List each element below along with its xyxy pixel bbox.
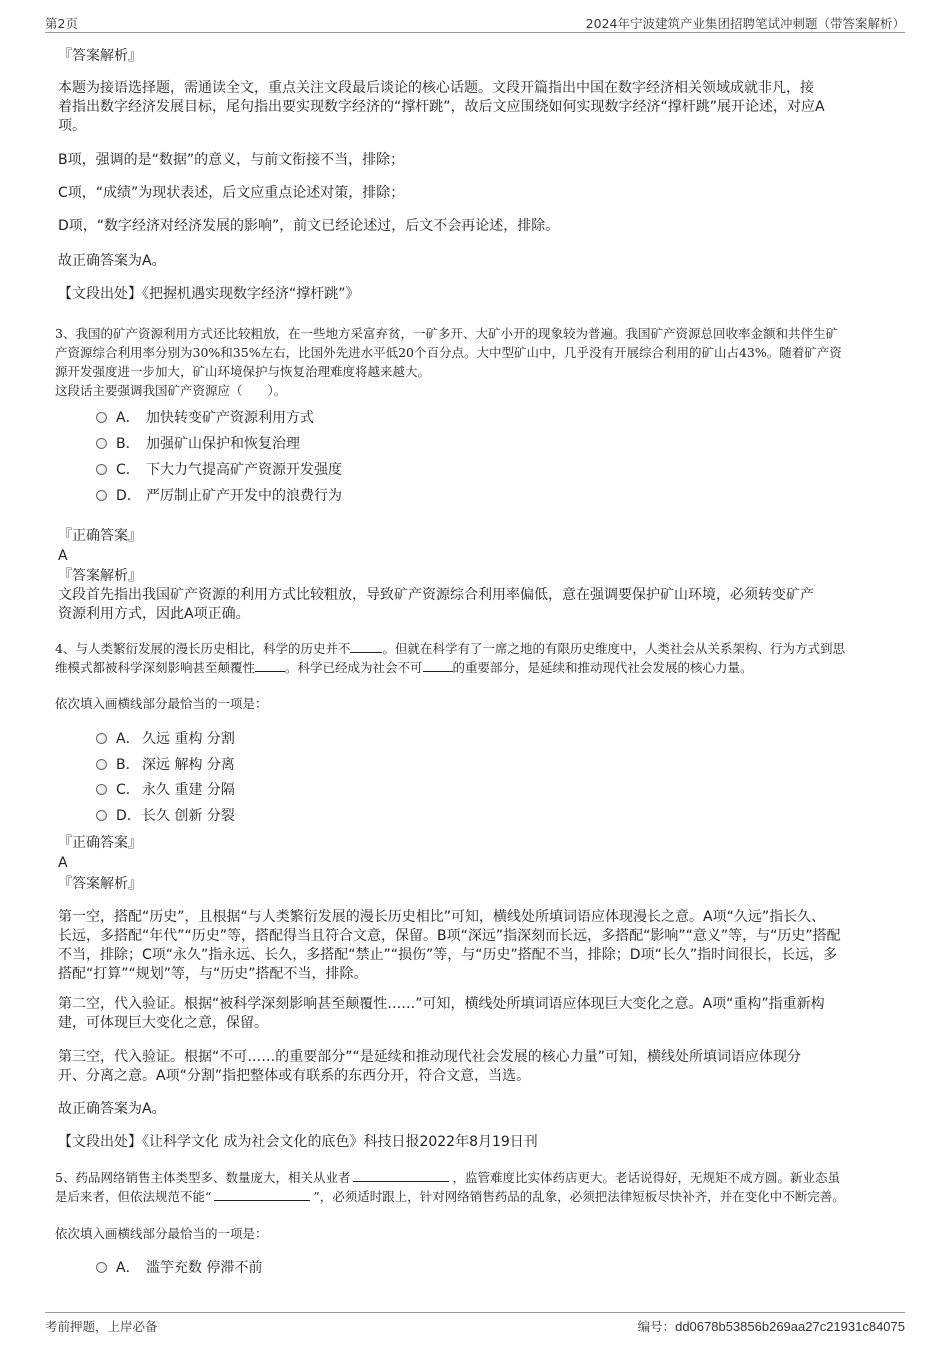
stem-part: ，监管难度比实体药店更大。老话说得好，无规矩不成方圆。新业态虽	[452, 1170, 840, 1185]
option-text: 加快转变矿产资源利用方式	[146, 410, 314, 426]
stem-part: 的重要部分，是延续和推动现代社会发展的核心力量。	[452, 660, 753, 675]
q4-answer-title: 『正确答案』	[58, 835, 142, 851]
page-footer	[45, 1312, 905, 1335]
q4-analysis-blank3	[58, 1048, 898, 1086]
radio-button[interactable]	[96, 464, 107, 475]
q2-option-c-note: C项，“成绩”为现状表述，后文应重点论述对策，排除；	[58, 185, 405, 201]
text-line	[55, 1187, 905, 1206]
text-line: 第一空，搭配“历史”，且根据“与人类繁衍发展的漫长历史相比”可知，横线处所填词语应体现漫长之意。A项“久远”指长久、	[58, 909, 826, 925]
option-letter: A．	[116, 731, 140, 747]
radio-button[interactable]	[96, 733, 107, 744]
q5-stem	[55, 1168, 905, 1206]
stem-part: 。科学已经成为社会不可	[285, 660, 423, 675]
q2-option-d-note: D项，“数字经济对经济发展的影响”，前文已经论述过，后文不会再论述，排除。	[58, 218, 560, 234]
q4-option-a[interactable]	[96, 729, 235, 749]
text-line: 开、分离之意。A项“分割”指把整体或有联系的东西分开，符合文意，当选。	[58, 1068, 531, 1084]
fill-blank-3	[423, 658, 453, 672]
option-text: 滥竽充数 停滞不前	[146, 1260, 263, 1276]
option-letter: C．	[116, 782, 140, 798]
text-line	[55, 1168, 905, 1187]
radio-button[interactable]	[96, 759, 107, 770]
q4-analysis-blank2	[58, 995, 898, 1033]
option-text: 永久 重建 分隔	[142, 782, 235, 798]
radio-button[interactable]	[96, 784, 107, 795]
radio-button[interactable]	[96, 490, 107, 501]
option-text: 严厉制止矿产开发中的浪费行为	[146, 488, 342, 504]
text-line: 源开发强度进一步加大，矿山环境保护与恢复治理难度将越来越大。	[55, 364, 431, 379]
q4-analysis-blank1	[58, 908, 898, 984]
q3-answer-title: 『正确答案』	[58, 528, 142, 544]
q4-option-c[interactable]	[96, 780, 235, 800]
text-line: 3、我国的矿产资源利用方式还比较粗放，在一些地方采富弃贫，一矿多开、大矿小开的现象较为普遍。我国矿产资源总回收率金额和共伴生矿	[55, 326, 838, 341]
text-line: 资源利用方式，因此A项正确。	[58, 606, 250, 622]
text-line: 长远，多搭配“年代”“历史”等，搭配得当且符合文意，保留。B项“深远”指深刻而长远，多搭配“影响”“意义”等，与“历史”搭配	[58, 928, 841, 944]
radio-button[interactable]	[96, 438, 107, 449]
text-line: 项。	[58, 118, 86, 134]
q3-stem	[55, 324, 905, 400]
stem-part: 4、与人类繁衍发展的漫长历史相比，科学的历史并不	[55, 641, 351, 656]
text-line: 搭配“打算”“规划”等，与“历史”搭配不当，排除。	[58, 966, 368, 982]
stem-part: ”，必须适时跟上，针对网络销售药品的乱象，必须把法律短板尽快补齐，并在变化中不断完善。	[313, 1189, 845, 1204]
page-header	[45, 10, 905, 33]
text-line: 着指出数字经济发展目标，尾句指出要实现数字经济的“撑杆跳”，故后文应围绕如何实现数字经济“撑杆跳”展开论述，对应A	[58, 99, 825, 115]
text-line: 产资源综合利用率分别为30%和35%左右，比国外先进水平低20个百分点。大中型矿山中，几乎没有开展综合利用的矿山占43%。随着矿产资	[55, 345, 842, 360]
q2-analysis-paragraph	[58, 79, 898, 136]
q3-analysis-title: 『答案解析』	[58, 568, 142, 584]
q3-option-a[interactable]	[96, 408, 314, 428]
option-letter: C．	[116, 462, 140, 478]
fill-blank-2	[214, 1187, 310, 1201]
q4-stem	[55, 639, 905, 677]
q4-source: 【文段出处】《让科学文化 成为社会文化的底色》科技日报2022年8月19日刊	[58, 1134, 538, 1150]
option-letter: A．	[116, 410, 140, 426]
text-line: 第二空，代入验证。根据“被科学深刻影响甚至颠覆性……”可知，横线处所填词语应体现巨大变化之意。A项“重构”指重新构	[58, 996, 825, 1012]
text-line: 第三空，代入验证。根据“不可……的重要部分”“是延续和推动现代社会发展的核心力量”可知，横线处所填词语应体现分	[58, 1049, 802, 1065]
q4-prompt: 依次填入画横线部分最恰当的一项是：	[55, 696, 268, 711]
q2-option-b-note: B项，强调的是“数据”的意义，与前文衔接不当，排除；	[58, 152, 405, 168]
stem-part: 。但就在科学有了一席之地的有限历史维度中，人类社会从关系架构、行为方式到思	[382, 641, 845, 656]
q5-option-a[interactable]	[96, 1258, 262, 1278]
text-line	[55, 639, 905, 658]
option-text: 久远 重构 分割	[142, 731, 235, 747]
q2-analysis-title: 『答案解析』	[58, 48, 142, 64]
q3-option-b[interactable]	[96, 434, 300, 454]
fill-blank-2	[255, 658, 285, 672]
radio-button[interactable]	[96, 412, 107, 423]
text-line: 文段首先指出我国矿产资源的利用方式比较粗放，导致矿产资源综合利用率偏低，意在强调要保护矿山环境，必须转变矿产	[58, 587, 814, 603]
document-code	[638, 1317, 905, 1335]
q4-answer: A	[58, 855, 68, 871]
fill-blank-1	[350, 639, 382, 653]
text-line: 建，可体现巨大变化之意，保留。	[58, 1015, 268, 1031]
option-letter: D．	[116, 808, 141, 824]
stem-part: 维模式都被科学深刻影响甚至颠覆性	[55, 660, 256, 675]
page-number: 第2页	[45, 16, 78, 31]
option-text: 深远 解构 分离	[142, 757, 235, 773]
q4-conclusion: 故正确答案为A。	[58, 1101, 166, 1117]
option-letter: B．	[116, 757, 140, 773]
q2-conclusion: 故正确答案为A。	[58, 253, 166, 269]
q4-option-d[interactable]	[96, 806, 235, 826]
option-text: 下大力气提高矿产资源开发强度	[146, 462, 342, 478]
q3-analysis	[58, 586, 898, 624]
stem-part: 是后来者，但依法规范不能“	[55, 1189, 212, 1204]
q5-prompt: 依次填入画横线部分最恰当的一项是：	[55, 1226, 268, 1241]
radio-button[interactable]	[96, 1262, 107, 1273]
q4-analysis-title: 『答案解析』	[58, 876, 142, 892]
option-text: 长久 创新 分裂	[142, 808, 235, 824]
code-label: 编号：	[637, 1319, 676, 1334]
text-line: 这段话主要强调我国矿产资源应（ ）。	[55, 383, 287, 398]
option-letter: B．	[116, 436, 140, 452]
text-line: 不当，排除；C项“永久”指永远、长久，多搭配“禁止”“损伤”等，与“历史”搭配不当，排除；D项“长久”指时间很长，长远，多	[58, 947, 838, 963]
fill-blank-1	[353, 1168, 449, 1182]
option-letter: D．	[116, 488, 141, 504]
radio-button[interactable]	[96, 810, 107, 821]
option-text: 加强矿山保护和恢复治理	[146, 436, 300, 452]
option-letter: A．	[116, 1260, 140, 1276]
q3-option-d[interactable]	[96, 486, 342, 506]
text-line: 本题为接语选择题，需通读全文，重点关注文段最后谈论的核心话题。文段开篇指出中国在数字经济相关领域成就非凡，接	[58, 80, 814, 96]
document-title: 2024年宁波建筑产业集团招聘笔试冲刺题（带答案解析）	[585, 16, 905, 31]
code-value: dd0678b53856b269aa27c21931c84075	[675, 1319, 905, 1334]
stem-part: 5、药品网络销售主体类型多、数量庞大，相关从业者	[55, 1170, 351, 1185]
q3-answer: A	[58, 548, 68, 564]
q2-source: 【文段出处】《把握机遇实现数字经济“撑杆跳”》	[58, 286, 360, 302]
footer-slogan: 考前押题，上岸必备	[45, 1319, 158, 1334]
q4-option-b[interactable]	[96, 755, 235, 775]
text-line	[55, 658, 905, 677]
q3-option-c[interactable]	[96, 460, 342, 480]
